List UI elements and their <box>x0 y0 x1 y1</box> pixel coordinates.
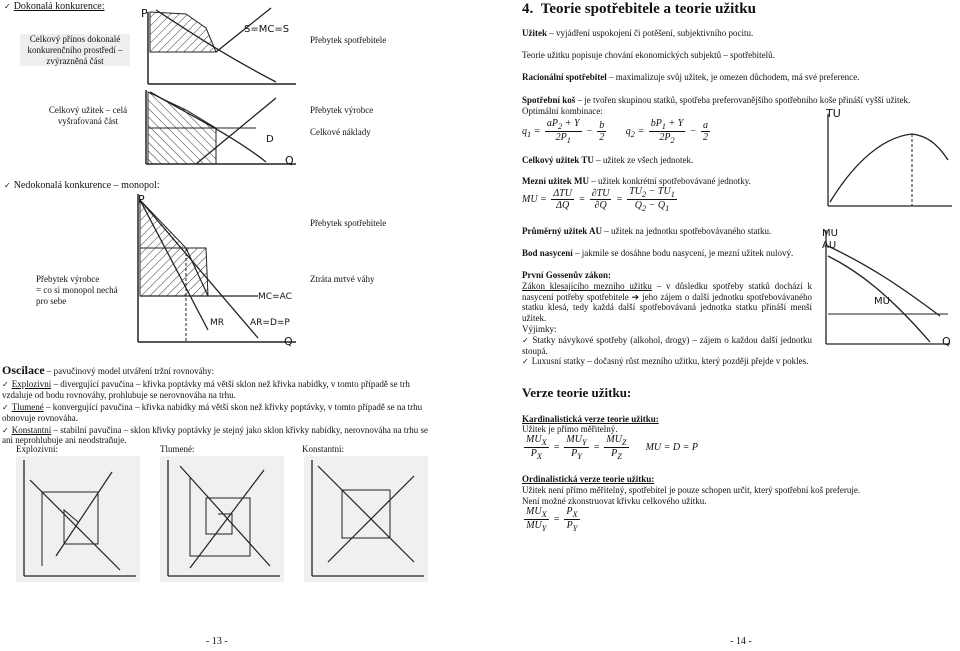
utility-definition <box>522 28 753 38</box>
saturation-point <box>522 248 793 258</box>
cardinalist-title: Kardinalistická verze teorie užitku: <box>522 414 659 424</box>
rational-text: – maximalizuje svůj užitek, je omezen důchodem, má své preference. <box>606 72 860 82</box>
total-utility-diagram <box>136 88 300 168</box>
mu-formula: MU = $\frac{\text{ΔTU}}{\Delta Q}$ = $\frac{\partial TU}{\partial Q}$ = $\frac{TU_2 - TU_1}{Q_2 - Q_1}$ <box>522 186 675 214</box>
average-utility <box>522 226 771 236</box>
optimal-formula: $q_1$ = $\frac{aP_2 + Y}{2P_1}$ − $\frac{b}{2}$ $q_2$ = $\frac{bP_1 + Y}{2P_2}$ − $\frac{a}{2}$ <box>522 118 709 146</box>
producer-text-1: Přebytek výrobce <box>36 274 100 284</box>
mc-ac-label: MC=AC <box>258 292 292 302</box>
heading-number: 4. <box>522 1 534 17</box>
row1-desc: Přebytek spotřebitele <box>310 35 387 45</box>
oscilace-text: – konvergující pavučina – křivka nabídky má větší skon než křivky poptávky, v tomto případě se na trhu obnovuje rovnováha. <box>2 401 423 423</box>
oscilace-section <box>2 363 440 446</box>
ordinalist-formula: $\frac{MU_X}{MU_Y}$ = $\frac{P_X}{P_Y}$ <box>526 506 578 534</box>
marginal-utility <box>522 176 751 186</box>
consumer-basket <box>522 95 910 105</box>
tu-text: – užitek ze všech jednotek. <box>593 155 694 165</box>
exception-item <box>522 356 812 367</box>
tu-axis-label: TU <box>826 107 841 120</box>
rational-term: Racionální spotřebitel <box>522 72 607 82</box>
row2-desc1: Přebytek výrobce <box>310 105 374 115</box>
mu-axis-q: Q <box>942 335 951 348</box>
cobweb-explosive-diagram <box>16 456 140 582</box>
tu-term: Celkový užitek TU <box>522 155 594 165</box>
producer-text-2: = co si monopol nechá <box>36 284 118 295</box>
monopoly-axis-q: Q <box>284 335 293 348</box>
oscilace-item <box>2 379 440 401</box>
cobweb-damped-diagram <box>160 456 284 582</box>
saturation-text: – jakmile se dosáhne bodu nasycení, je mezní užitek nulový. <box>572 248 794 258</box>
consumer-surplus-diagram <box>136 6 300 86</box>
row2-desc2: Celkové náklady <box>310 127 371 137</box>
saturation-term: Bod nasycení <box>522 248 573 258</box>
exception-item <box>522 335 812 357</box>
monopoly-axis-p: P <box>138 193 145 206</box>
gossen-law: Zákon klesajícího mezního užitku <box>522 280 652 291</box>
axis-p-label: P <box>141 7 148 20</box>
oscilace-term: Tlumené <box>11 401 44 412</box>
oscilace-text: – divergující pavučina – křivka poptávky má větší sklon než křivka nabídky, v tomto případě se trh vzdaluje od bodu rovnováhy, prohlubuje se nerovnováha na trhu. <box>2 379 410 401</box>
total-utility <box>522 155 693 165</box>
au-axis-label: AU <box>822 240 837 251</box>
cobweb-label-constant: Konstantní: <box>302 444 344 454</box>
ar-label: AR=D=P <box>250 318 290 328</box>
imperfect-consumer-surplus: Přebytek spotřebitele <box>310 218 387 228</box>
basket-term: Spotřební koš <box>522 95 576 105</box>
mu-term: Mezní užitek MU <box>522 176 589 186</box>
supply-label: S=MC=S <box>244 24 290 35</box>
utility-text: – vyjádření uspokojení či potěšení, subjektivního pocitu. <box>547 28 754 38</box>
oscilace-desc: – pavučinový model utváření tržní rovnováhy: <box>44 366 215 376</box>
utility-term: Užitek <box>522 28 547 38</box>
basket-text: – je tvořen skupinou statků, spotřeba preferovanějšího spotřebního koše přináší vyšší užitek. <box>575 95 911 105</box>
page-number-right: - 14 - <box>730 636 752 647</box>
demand-label: D <box>266 134 274 145</box>
axis-q-label: Q <box>285 154 294 167</box>
producer-text-3: pro sebe <box>36 295 67 306</box>
chapter-heading <box>522 1 756 18</box>
perfect-competition-header <box>4 1 105 13</box>
optimal-combination: Optimální kombinace: <box>522 106 603 116</box>
mu-curve-label: MU <box>874 296 890 307</box>
exception-text: Statky návykové spotřeby (alkohol, drogy) – zájem o každou další jednotku stoupá. <box>522 334 812 356</box>
cardinalist-formula: $\frac{MU_X}{P_X}$ = $\frac{MU_Y}{P_Y}$ = $\frac{MU_Z}{P_Z}$ MU = D = P <box>526 434 698 462</box>
oscilace-term: Konstantní <box>11 424 52 435</box>
versions-title: Verze teorie užitku: <box>522 385 632 400</box>
exception-text: Luxusní statky – dočasný růst mezního užitku, který později přejde v pokles. <box>531 356 809 367</box>
cobweb-constant-diagram <box>304 456 428 582</box>
mu-axis-label: MU <box>822 228 838 239</box>
cobweb-label-explosive: Explozivní: <box>16 444 58 454</box>
mu-text: – užitek konkrétní spotřebovávané jednotky. <box>588 176 751 186</box>
oscilace-title: Oscilace <box>2 363 45 377</box>
gossen-paragraph <box>522 281 812 324</box>
ordinalist-text-2: Není možné zkonstruovat křivku celkového užitku. <box>522 496 707 506</box>
heading-title: Teorie spotřebitele a teorie užitku <box>540 1 756 17</box>
mr-label: MR <box>210 318 225 328</box>
gossen-text: – v důsledku spotřeby statků dochází k nasycení potřeby spotřebitele ➔ jeho zájem o další jednotku spotřebovávaného statku klesá, tedy každá další spotřebovávaná jednotka statku přináší menší užitek. <box>522 280 812 324</box>
ordinalist-title: Ordinalistická verze teorie užitku: <box>522 474 655 484</box>
au-term: Průměrný užitek AU <box>522 226 602 236</box>
producer-surplus-text <box>36 274 126 306</box>
gossen-title: První Gossenův zákon: <box>522 270 612 280</box>
row2-label: Celkový užitek – celá vyšrafovaná část <box>48 105 128 126</box>
ordinalist-text-1: Užitek není přímo měřitelný, spotřebitel je pouze schopen určit, který spotřební koš preferuje. <box>522 485 861 495</box>
au-text: – užitek na jednotku spotřebovávaného statku. <box>602 226 772 236</box>
oscilace-text: – stabilní pavučina – sklon křivky poptávky je stejný jako sklon křivky nabídky, nerovnováha na trhu se ani neprohlubuje ani neodstraňuje. <box>2 424 429 446</box>
oscilace-item <box>2 402 440 424</box>
rational-consumer <box>522 72 859 82</box>
deadweight-loss: Ztráta mrtvé váhy <box>310 274 375 284</box>
imperfect-competition-title: Nedokonalá konkurence – monopol: <box>13 180 160 191</box>
oscilace-item <box>2 425 440 447</box>
monopoly-diagram <box>128 190 300 360</box>
utility-theory-text: Teorie užitku popisuje chování ekonomických subjektů – spotřebitelů. <box>522 50 775 60</box>
gossen-section <box>522 270 812 367</box>
perfect-competition-title: Dokonalá konkurence: <box>13 1 105 12</box>
oscilace-term: Explozivní <box>11 379 52 390</box>
row1-label: Celkový přínos dokonalé konkurenčního prostředí – zvýrazněná část <box>20 34 130 66</box>
page-number-left: - 13 - <box>206 636 228 647</box>
cardinalist-text: Užitek je přímo měřitelný. <box>522 424 618 434</box>
mu-au-diagram <box>820 226 956 348</box>
tu-curve-diagram <box>822 107 956 210</box>
exceptions-label: Výjimky: <box>522 323 557 334</box>
cobweb-label-damped: Tlumené: <box>160 444 195 454</box>
